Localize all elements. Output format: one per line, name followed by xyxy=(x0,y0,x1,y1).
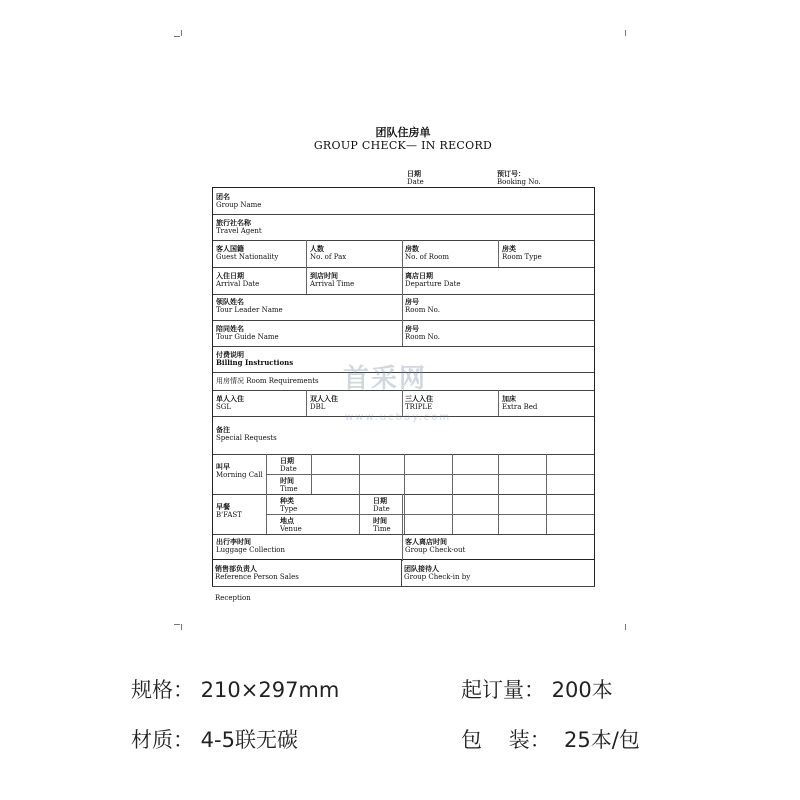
reception-label: Reception xyxy=(215,594,251,602)
grid-line xyxy=(546,454,547,534)
column-divider xyxy=(498,240,499,267)
extra-bed-label: 加床 Extra Bed xyxy=(502,394,538,411)
sales-label: 销售部负责人 Reference Person Sales xyxy=(215,564,299,581)
grid-line xyxy=(266,474,594,475)
grid-line xyxy=(452,454,453,534)
group-name-label: 团名 Group Name xyxy=(216,192,262,209)
grid-line xyxy=(359,454,360,534)
crop-mark xyxy=(181,30,182,36)
crop-mark xyxy=(174,624,180,625)
mc-date-label: 日期 Date xyxy=(280,456,297,473)
spec-material: 材质： 4-5联无碳 xyxy=(131,728,298,752)
header-booking: 预订号： Booking No. xyxy=(497,169,541,186)
tour-leader-label: 领队姓名 Tour Leader Name xyxy=(216,297,283,314)
spec-package: 包 装： 25本/包 xyxy=(461,728,640,752)
checkout-label: 客人离店时间 Group Check-out xyxy=(405,537,466,554)
morning-call-label: 叫早 Morning Call xyxy=(216,462,263,479)
crop-mark xyxy=(174,36,180,37)
travel-agent-label: 旅行社名称 Travel Agent xyxy=(216,218,262,235)
column-divider xyxy=(402,534,403,561)
special-requests-label: 备注 Special Requests xyxy=(216,425,277,442)
arrival-date-label: 入住日期 Arrival Date xyxy=(216,271,260,288)
grid-line xyxy=(404,454,405,534)
row-divider xyxy=(213,294,594,295)
tour-guide-label: 陪同姓名 Tour Guide Name xyxy=(216,324,279,341)
row-divider xyxy=(213,240,594,241)
row-divider xyxy=(213,267,594,268)
grid-line xyxy=(266,454,267,534)
sgl-label: 单人入住 SGL xyxy=(216,394,244,411)
form-border xyxy=(594,560,595,586)
mc-time-label: 时间 Time xyxy=(280,476,298,493)
form-border xyxy=(212,560,213,586)
header-date: 日期 Date xyxy=(407,169,424,186)
breakfast-label: 早餐 B'FAST xyxy=(216,502,242,519)
column-divider xyxy=(306,390,307,416)
rooms-label: 房数 No. of Room xyxy=(405,244,450,261)
triple-label: 三人入住 TRIPLE xyxy=(405,394,433,411)
room-no-label: 房号 Room No. xyxy=(405,297,441,314)
room-type-label: 房类 Room Type xyxy=(502,244,542,261)
dbl-label: 双人入住 DBL xyxy=(310,394,338,411)
bf-time-label: 时间 Time xyxy=(373,516,391,533)
room-no-label: 房号 Room No. xyxy=(405,324,441,341)
column-divider xyxy=(401,560,402,586)
column-divider xyxy=(498,390,499,416)
nationality-label: 客人国籍 Guest Nationality xyxy=(216,244,279,261)
column-divider xyxy=(402,320,403,346)
bf-venue-label: 地点 Venue xyxy=(280,516,302,533)
crop-mark xyxy=(181,624,182,630)
spec-size: 规格： 210×297mm xyxy=(131,678,340,702)
checkin-by-label: 团队接待人 Group Check-in by xyxy=(404,564,471,581)
pax-label: 人数 No. of Pax xyxy=(310,244,347,261)
luggage-label: 出行李时间 Luggage Collection xyxy=(216,537,286,554)
crop-mark xyxy=(625,30,626,36)
row-divider xyxy=(213,346,594,347)
row-divider xyxy=(213,320,594,321)
watermark-url: www.ucboy.com xyxy=(345,412,452,423)
departure-date-label: 离店日期 Departure Date xyxy=(405,271,461,288)
watermark: 首采网 xyxy=(343,364,428,394)
row-divider xyxy=(212,586,595,587)
row-divider xyxy=(213,214,594,215)
bf-type-label: 种类 Type xyxy=(280,496,298,513)
form-title-en: GROUP CHECK— IN RECORD xyxy=(313,139,493,152)
form-title-cn: 团队住房单 xyxy=(375,126,431,139)
column-divider xyxy=(306,240,307,294)
room-requirements-label: 用房情况 Room Requirements xyxy=(216,377,319,385)
billing-label: 付费说明 Billing Instructions xyxy=(216,350,294,367)
crop-mark xyxy=(625,624,626,630)
arrival-time-label: 到店时间 Arrival Time xyxy=(310,271,355,288)
column-divider xyxy=(402,240,403,320)
bf-date-label: 日期 Date xyxy=(373,496,390,513)
row-divider xyxy=(213,534,594,535)
grid-line xyxy=(266,514,594,515)
grid-line xyxy=(498,454,499,534)
spec-moq: 起订量： 200本 xyxy=(461,678,613,702)
